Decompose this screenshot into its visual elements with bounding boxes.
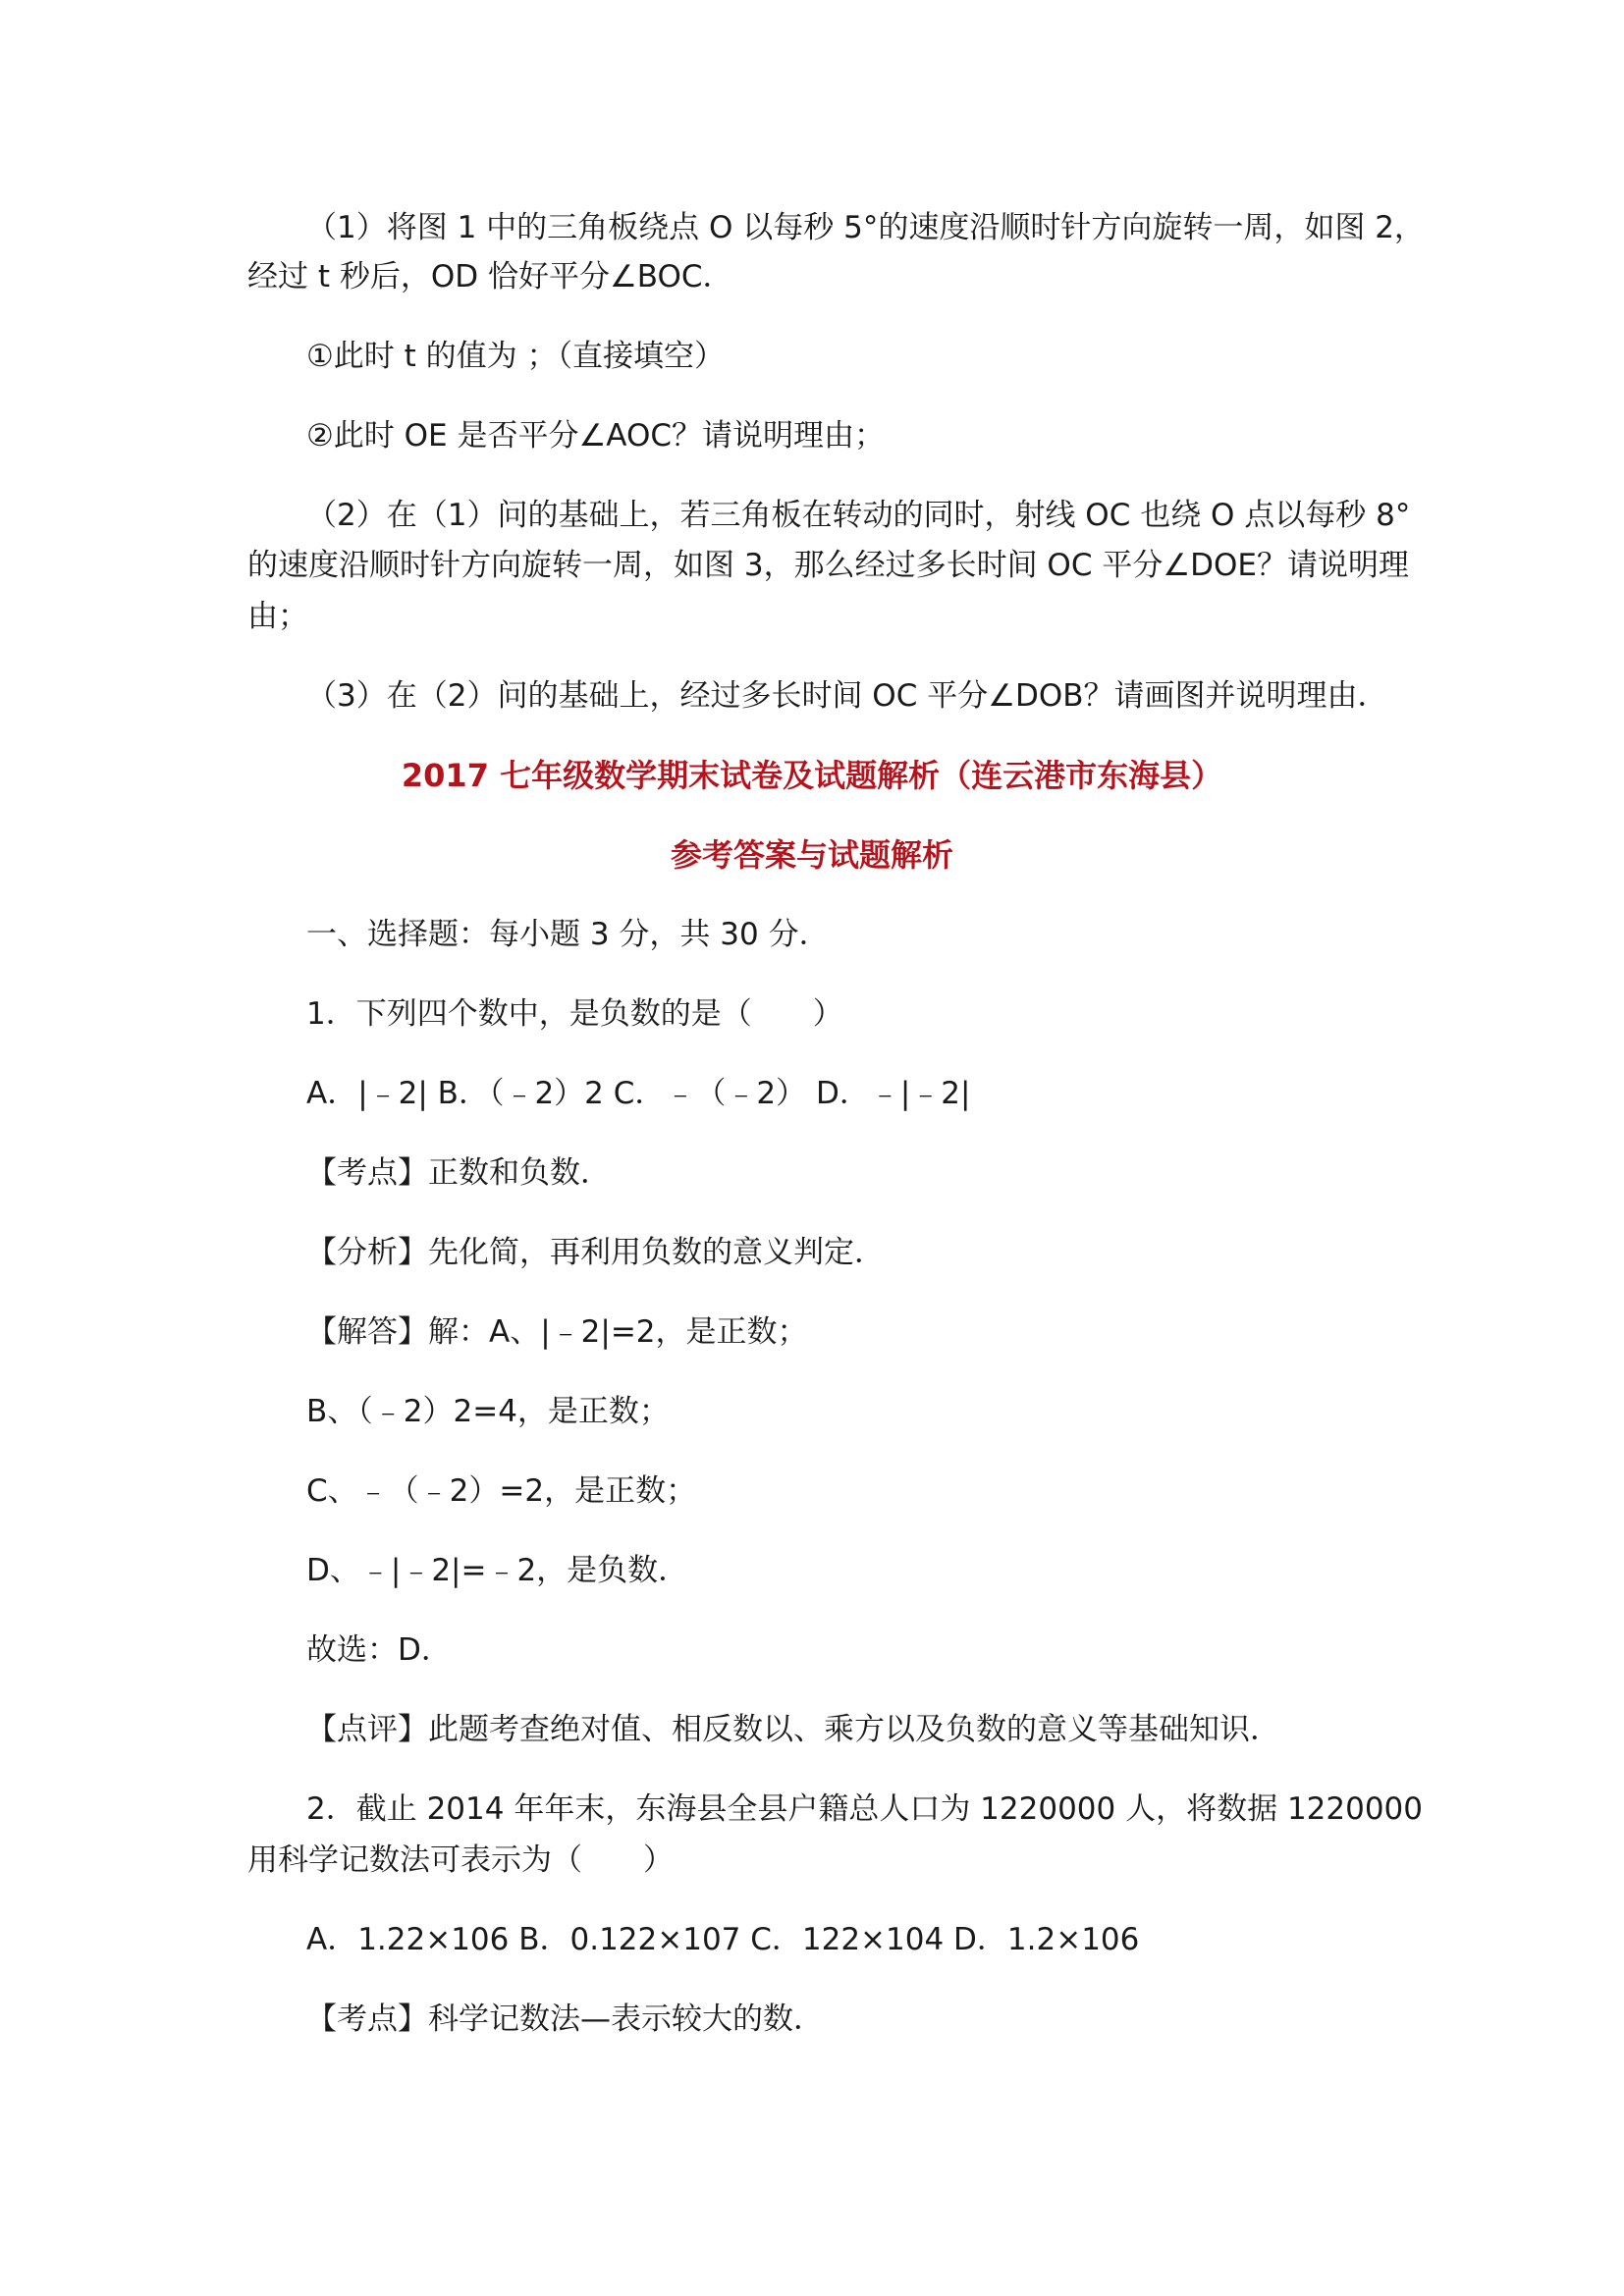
q1-line-1: （1）将图 1 中的三角板绕点 O 以每秒 5°的速度沿顺时针方向旋转一周，如图 2，	[306, 210, 1425, 245]
q2-line-1: （2）在（1）问的基础上，若三角板在转动的同时，射线 OC 也绕 O 点以每秒 8°	[306, 498, 1411, 533]
p1-kaodian: 【考点】正数和负数．	[306, 1155, 611, 1191]
q3-line-1: （3）在（2）问的基础上，经过多长时间 OC 平分∠DOB？请画图并说明理由．	[306, 678, 1388, 714]
q2-line-2: 的速度沿顺时针方向旋转一周，如图 3，那么经过多长时间 OC 平分∠DOE？请说明理	[247, 548, 1409, 583]
q2-line-3: 由；	[247, 599, 308, 634]
p1-fenxi: 【分析】先化简，再利用负数的意义判定．	[306, 1235, 885, 1270]
p1-step-d: D、﹣|﹣2|=﹣2，是负数．	[306, 1553, 689, 1588]
q1-sub-2: ②此时 OE 是否平分∠AOC？请说明理由；	[306, 418, 885, 454]
p1-question: 1．下列四个数中，是负数的是（ ）	[306, 996, 843, 1032]
p1-jieda: 【解答】解：A、|﹣2|=2，是正数；	[306, 1314, 808, 1350]
q1-sub-1: ①此时 t 的值为 ；（直接填空）	[306, 339, 726, 374]
p1-step-c: C、﹣（﹣2）=2，是正数；	[306, 1473, 697, 1509]
p1-options: A．|﹣2| B．（﹣2）2 C．﹣（﹣2） D．﹣|﹣2|	[306, 1076, 971, 1111]
q1-line-2: 经过 t 秒后，OD 恰好平分∠BOC．	[247, 259, 733, 294]
p1-choice: 故选：D．	[306, 1632, 452, 1668]
p2-line-2: 用科学记数法可表示为（ ）	[247, 1842, 674, 1878]
answer-subtitle: 参考答案与试题解析	[670, 836, 953, 874]
p1-dianping: 【点评】此题考查绝对值、相反数以、乘方以及负数的意义等基础知识．	[306, 1712, 1280, 1747]
p2-kaodian: 【考点】科学记数法—表示较大的数．	[306, 2002, 824, 2037]
p2-line-1: 2．截止 2014 年年末，东海县全县户籍总人口为 1220000 人，将数据 1220000	[306, 1791, 1424, 1827]
p2-options: A．1.22×106 B．0.122×107 C．122×104 D．1.2×106	[306, 1922, 1140, 1957]
p1-step-b: B、（﹣2）2=4，是正数；	[306, 1394, 670, 1429]
section-heading: 一、选择题：每小题 3 分，共 30 分．	[306, 917, 830, 952]
document-title: 2017 七年级数学期末试卷及试题解析（连云港市东海县）	[401, 757, 1223, 794]
